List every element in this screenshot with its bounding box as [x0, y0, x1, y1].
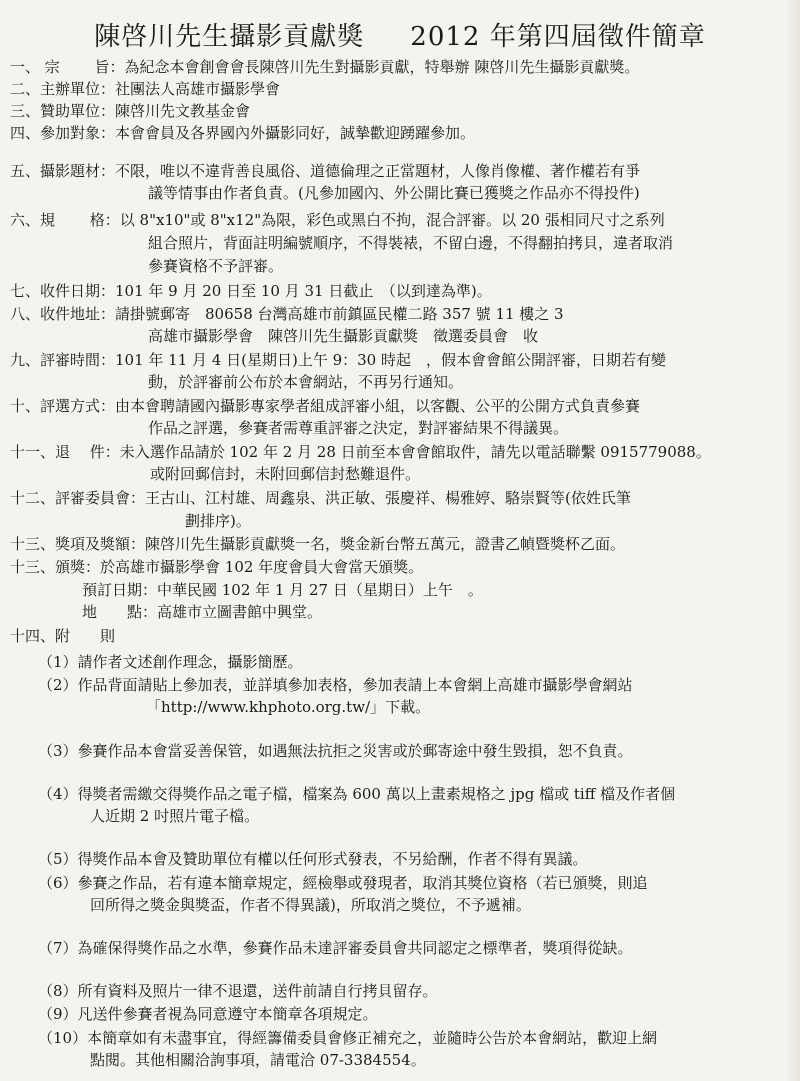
- rule-number: （10）: [38, 1029, 88, 1047]
- section-label: 四、參加對象：: [10, 124, 116, 142]
- rule-text: 所有資料及照片一律不退還，送件前請自行拷貝留存。: [77, 982, 438, 1000]
- section-appendix-heading: 十四、附 則: [10, 627, 116, 645]
- section-label: 十、評選方式：: [10, 397, 116, 415]
- rule-text: 參賽作品本會當妥善保管，如遇無法抗拒之災害或於郵寄途中發生毀損，恕不負責。: [77, 742, 633, 760]
- rule-number: （6）: [38, 874, 78, 892]
- rule-number: （1）: [38, 653, 78, 671]
- section-sponsor: [10, 100, 250, 122]
- section-deadline: [10, 280, 492, 302]
- section-text: 以 8"x10"或 8"x12"為限，彩色或黑白不拘，混合評審。以 20 張相同尺寸之系列: [119, 211, 665, 229]
- rule-text: 得獎者需繳交得獎作品之電子檔，檔案為 600 萬以上畫素規格之 jpg 檔或 tiff 檔及作者個: [77, 785, 676, 803]
- section-text: 為紀念本會創會會長陳啓川先生對攝影貢獻，特舉辦 陳啓川先生攝影貢獻獎。: [124, 58, 640, 76]
- rule-text: 作品背面請貼上參加表，並詳填參加表格，參加表請上本會網上高雄市攝影學會網站: [77, 676, 633, 694]
- rule-text: 本簡章如有未盡事宜，得經籌備委員會修正補充之，並隨時公告於本會網站，歡迎上網: [87, 1029, 658, 1047]
- rule-text: 請作者文述創作理念，攝影簡歷。: [77, 653, 303, 671]
- rule-number: （4）: [38, 785, 78, 803]
- section-text: 101 年 11 月 4 日(星期日)上午 9：30 時起 ，假本會會館公開評審，日期若有變: [115, 351, 666, 369]
- title-edition: 2012 年第四屆徵件簡章: [410, 22, 706, 52]
- rule-number: （5）: [38, 850, 78, 868]
- section-text: 本會會員及各界國內外攝影同好，誠摯歡迎踴躍參加。: [115, 124, 476, 142]
- section-label: 五、攝影題材：: [10, 162, 116, 180]
- section-text: 由本會聘請國內攝影專家學者組成評審小組，以客觀、公平的公開方式負責參賽: [115, 397, 641, 415]
- rule-item: [38, 872, 648, 894]
- ceremony-place: 地 點：高雄市立圖書館中興堂。: [82, 603, 323, 621]
- section-format-cont: 組合照片，背面註明編號順序，不得裝裱，不留白邊，不得翻拍拷貝，違者取消: [148, 234, 674, 252]
- rule-number: （3）: [38, 742, 78, 760]
- rule-text: 凡送件參賽者視為同意遵守本簡章各項規定。: [77, 1005, 378, 1023]
- rule-item: [38, 937, 633, 959]
- section-text: 社團法人高雄市攝影學會: [115, 80, 281, 98]
- rule-number: （8）: [38, 982, 78, 1000]
- section-label: 八、收件地址：: [10, 305, 116, 323]
- section-address-cont: 高雄市攝影學會 陳啓川先生攝影貢獻獎 徵選委員會 收: [148, 327, 539, 345]
- section-label: 二、主辦單位：: [10, 80, 116, 98]
- section-label: 十二、評審委員會：: [10, 489, 146, 507]
- section-judging-time: [10, 349, 666, 371]
- rule-text: 為確保得獎作品之水準，參賽作品未達評審委員會共同認定之標準者，獎項得從缺。: [77, 939, 633, 957]
- rule-text: 得獎作品本會及贊助單位有權以任何形式發表，不另給酬，作者不得有異議。: [77, 850, 588, 868]
- section-text: 於高雄市攝影學會 102 年度會員大會當天頒獎。: [100, 558, 424, 576]
- section-judging-method-cont: 作品之評選，參賽者需尊重評審之決定，對評審結果不得議異。: [148, 419, 569, 437]
- section-judging-method: [10, 395, 640, 417]
- section-organizer: [10, 78, 280, 100]
- title-award-name: 陳啓川先生攝影貢獻獎: [94, 22, 365, 52]
- section-label: 十三、頒獎：: [10, 558, 101, 576]
- section-judges-cont: 劃排序)。: [185, 512, 251, 530]
- section-label: 九、評審時間：: [10, 351, 116, 369]
- section-text: 王古山、江村雄、周鑫泉、洪正敏、張慶祥、楊雅婷、駱崇賢等(依姓氏筆: [145, 489, 631, 507]
- section-text: 陳啓川先生攝影貢獻獎一名，獎金新台幣五萬元，證書乙幀暨獎杯乙面。: [145, 535, 626, 553]
- section-purpose: [10, 56, 639, 78]
- section-text: 請掛號郵寄 80658 台灣高雄市前鎮區民權二路 357 號 11 樓之 3: [115, 305, 564, 323]
- page-title: [0, 16, 800, 53]
- section-text: 陳啓川先文教基金會: [115, 102, 251, 120]
- rule-item: [38, 783, 675, 805]
- rule-number: （7）: [38, 939, 78, 957]
- rule-item: [38, 848, 588, 870]
- rule-text-cont: 回所得之獎金與獎盃，作者不得異議)，所取消之獎位，不予遞補。: [90, 896, 531, 914]
- section-ceremony: [10, 556, 423, 578]
- ceremony-date: 預訂日期：中華民國 102 年 1 月 27 日（星期日）上午 。: [82, 581, 483, 599]
- section-label: 六、規 格：: [10, 211, 120, 229]
- rule-number: （9）: [38, 1005, 78, 1023]
- rule-item: [38, 674, 633, 696]
- section-text: 未入選作品請於 102 年 2 月 28 日前至本會會館取件，請先以電話聯繫 0915779088。: [119, 443, 711, 461]
- section-subject-cont: 議等情事由作者負責。(凡參加國內、外公開比賽已獲獎之作品亦不得投件): [148, 184, 640, 202]
- section-text: 101 年 9 月 20 日至 10 月 31 日截止 （以到達為準)。: [115, 282, 492, 300]
- section-label: 十三、獎項及獎額：: [10, 535, 146, 553]
- section-text: 不限，唯以不違背善良風俗、道德倫理之正當題材，人像肖像權、著作權若有爭: [115, 162, 641, 180]
- section-label: 十一、退 件：: [10, 443, 120, 461]
- rule-item: [38, 1027, 657, 1049]
- section-label: 一、 宗 旨：: [10, 58, 125, 76]
- section-judging-time-cont: 動，於評審前公布於本會網站，不再另行通知。: [148, 373, 464, 391]
- section-judges: [10, 487, 631, 509]
- section-label: 七、收件日期：: [10, 282, 116, 300]
- section-address: [10, 303, 564, 325]
- section-return-cont: 或附回郵信封，未附回郵信封愁難退件。: [150, 465, 421, 483]
- rule-text-cont: 「http://www.khphoto.org.tw/」下載。: [146, 698, 431, 716]
- section-eligibility: [10, 122, 475, 144]
- section-return: [10, 441, 711, 463]
- rule-number: （2）: [38, 676, 78, 694]
- section-format-cont: 參賽資格不予評審。: [148, 257, 284, 275]
- section-subject: [10, 160, 640, 182]
- rule-item: [38, 1003, 378, 1025]
- rule-item: [38, 651, 303, 673]
- rule-text: 參賽之作品，若有違本簡章規定，經檢舉或發現者，取消其獎位資格（若已頒獎，則追: [77, 874, 648, 892]
- rule-text-cont: 人近期 2 吋照片電子檔。: [90, 807, 260, 825]
- scan-edge: [786, 0, 800, 1081]
- section-format: [10, 209, 665, 231]
- rule-item: [38, 980, 438, 1002]
- rule-item: [38, 740, 633, 762]
- section-prize: [10, 533, 625, 555]
- section-label: 三、贊助單位：: [10, 102, 116, 120]
- rule-text-cont: 點閱。其他相關洽詢事項，請電洽 07-3384554。: [90, 1051, 426, 1069]
